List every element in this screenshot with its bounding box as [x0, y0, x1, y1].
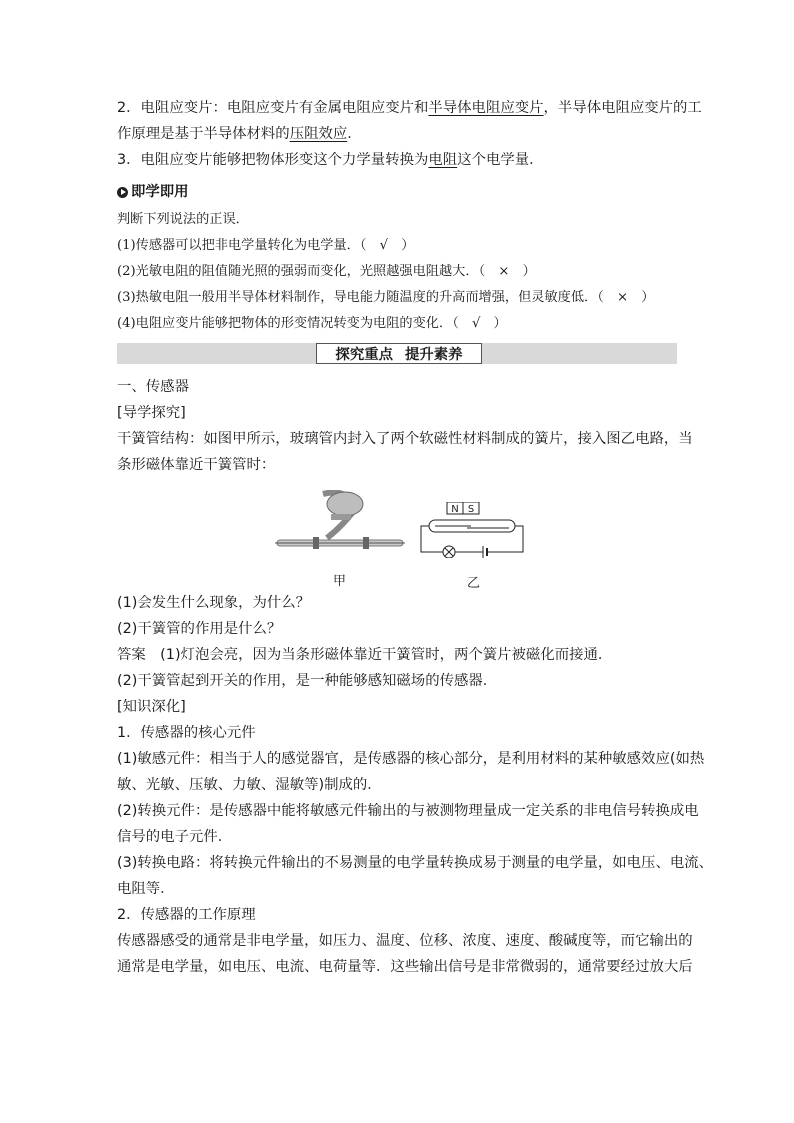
- knowledge-2a-line-2: 通常是电学量，如电压、电流、电荷量等．这些输出信号是非常微弱的，通常要经过放大后: [117, 959, 693, 975]
- text: 3．电阻应变片能够把物体形变这个力学量转换为: [117, 152, 429, 168]
- knowledge-1-title: 1．传感器的核心元件: [117, 725, 256, 741]
- quick-intro: 判断下列说法的正误．: [117, 212, 249, 227]
- magnet-s-label: S: [467, 504, 475, 515]
- question-2: (2)干簧管的作用是什么？: [117, 621, 282, 637]
- text: ，半导体电阻应变片的工: [543, 100, 702, 116]
- magnet-n-label: N: [451, 504, 459, 515]
- underlined-answer: 电阻: [428, 152, 458, 168]
- figure-label-yi: 乙: [467, 576, 481, 591]
- figure-label-jia: 甲: [333, 574, 347, 589]
- banner-right-text: 提升素养: [405, 347, 463, 363]
- text: ．: [347, 126, 362, 142]
- judge-item-3: (3)热敏电阻一般用半导体材料制作，导电能力随温度的升高而增强，但灵敏度低．（ × ）: [117, 290, 655, 305]
- knowledge-1c-line-1: (3)转换电路：将转换元件输出的不易测量的电学量转换成易于测量的电学量，如电压、电流、: [117, 855, 714, 871]
- document-page: [117, 95, 714, 980]
- underlined-answer: 半导体电阻应变片: [428, 100, 544, 116]
- figure-reed-switch: [117, 482, 677, 590]
- knowledge-2-title: 2．传感器的工作原理: [117, 907, 256, 923]
- guide-label: [导学探究]: [117, 405, 186, 421]
- underlined-answer: 压阻效应: [289, 126, 348, 142]
- answer-2: (2)干簧管起到开关的作用，是一种能够感知磁场的传感器．: [117, 673, 498, 689]
- paragraph-2-line-2: [117, 121, 677, 147]
- text: 这个电学量．: [457, 152, 544, 168]
- quick-practice-heading: [117, 179, 677, 205]
- section-title: 一、传感器: [117, 379, 189, 395]
- judge-item-2: (2)光敏电阻的阻值随光照的强弱而变化，光照越强电阻越大．（ × ）: [117, 264, 536, 279]
- section-banner: [117, 343, 677, 364]
- text: 2．电阻应变片：电阻应变片有金属电阻应变片和: [117, 100, 429, 116]
- knowledge-1b-line-1: (2)转换元件：是传感器中能将敏感元件输出的与被测物理量成一定关系的非电信号转换成电: [117, 803, 699, 819]
- reed-switch-photo: [275, 490, 405, 558]
- paragraph-2-line-1: [117, 95, 702, 121]
- banner-box: [316, 343, 482, 364]
- knowledge-1b-line-2: 信号的电子元件．: [117, 829, 233, 845]
- answer-1: 答案 (1)灯泡会亮，因为当条形磁体靠近干簧管时，两个簧片被磁化而接通．: [117, 647, 613, 663]
- knowledge-1c-line-2: 电阻等．: [117, 881, 175, 897]
- circuit-diagram: [419, 502, 527, 558]
- banner-left-text: 探究重点: [335, 347, 393, 363]
- play-circle-icon: [117, 187, 128, 198]
- knowledge-1a-line-2: 敏、光敏、压敏、力敏、湿敏等)制成的．: [117, 777, 382, 793]
- judge-item-4: (4)电阻应变片能够把物体的形变情况转变为电阻的变化．（ √ ）: [117, 316, 507, 331]
- desc-line-2: 条形磁体靠近干簧管时：: [117, 457, 276, 473]
- desc-line-1: 干簧管结构：如图甲所示，玻璃管内封入了两个软磁性材料制成的簧片，接入图乙电路，当: [117, 431, 693, 447]
- heading-text: 即学即用: [131, 184, 189, 200]
- deepen-label: [知识深化]: [117, 699, 186, 715]
- knowledge-1a-line-1: (1)敏感元件：相当于人的感觉器官，是传感器的核心部分，是利用材料的某种敏感效应(如热: [117, 751, 705, 767]
- judge-item-1: (1)传感器可以把非电学量转化为电学量．（ √ ）: [117, 238, 415, 253]
- paragraph-3: [117, 147, 677, 173]
- text: 作原理是基于半导体材料的: [117, 126, 290, 142]
- question-1: (1)会发生什么现象，为什么？: [117, 595, 311, 611]
- knowledge-2a-line-1: 传感器感受的通常是非电学量，如压力、温度、位移、浓度、速度、酸碱度等，而它输出的: [117, 933, 693, 949]
